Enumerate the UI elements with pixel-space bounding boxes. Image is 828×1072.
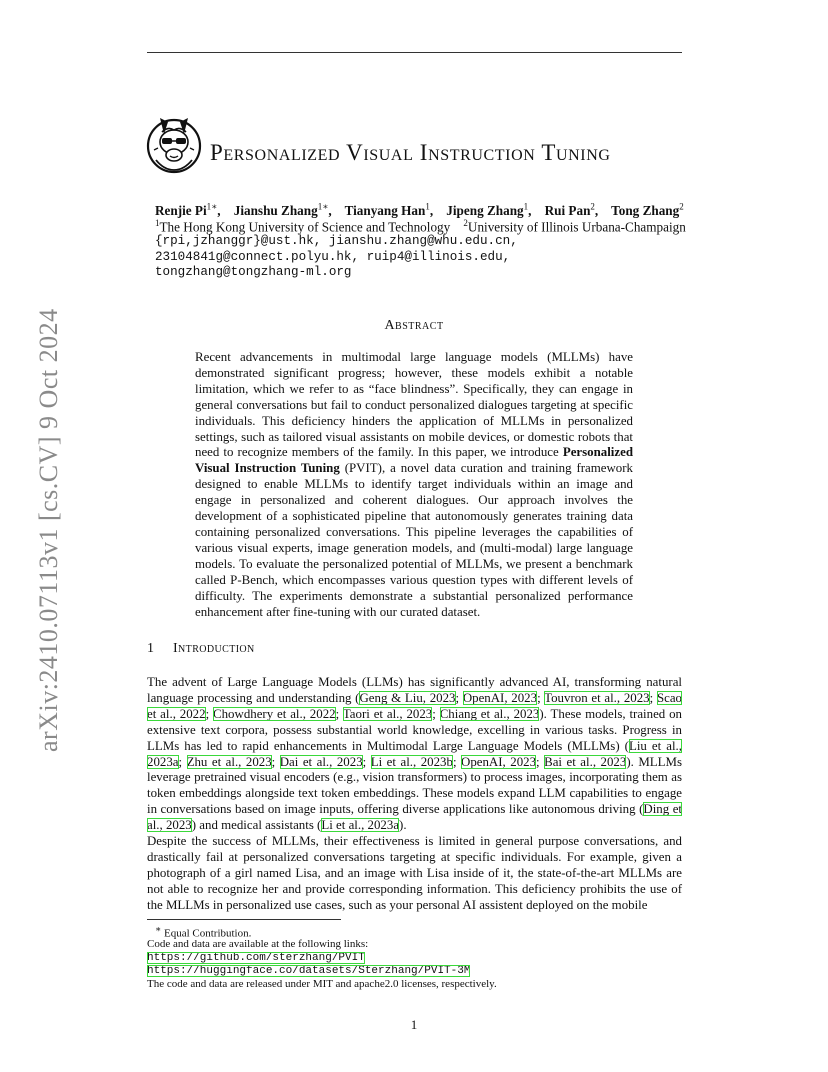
author: Tianyang Han$^1$, <box>344 202 434 219</box>
arxiv-stamp <box>34 292 63 752</box>
citation-link[interactable]: Ding et al., 2023 <box>147 802 683 833</box>
footnote-link-github[interactable]: https://github.com/sterzhang/PVIT <box>147 952 365 964</box>
abstract-body: Recent advancements in multimodal large language models (MLLMs) have demonstrated significant progress; however, these models exhibit a notable limitation, which we refer to as “face blindness”. Specifically, they can engage in general conversations but fail to conduct personalized dialogues targeting at specific individuals. This deficiency hinders the application of MLLMs in personalized settings, such as tailored visual assistants on mobile devices, or domestic robots that need to recognize members of the family. In this paper, we introduce Personalized Visual Instruction Tuning (PVIT), a novel data curation and training framework designed to enable MLLMs to identify target individuals within an image and engage in personalized and coherent dialogues. Our approach involves the development of a sophisticated pipeline that autonomously generates training data containing personalized conversations. This pipeline leverages the capabilities of various visual experts, image generation models, and (multi-modal) large language models. To evaluate the personalized potential of MLLMs, we present a benchmark called P-Bench, which encompasses various question types with different levels of difficulty. The experiments demonstrate a substantial personalized performance enhancement after fine-tuning with our curated dataset. <box>195 350 633 619</box>
header-rule <box>147 52 682 53</box>
intro-paragraph-2: Despite the success of MLLMs, their effectiveness is limited in general purpose conversations, and drastically fail at personalized conversations targeting at specific individuals. For example, given a photograph of a girl named Lisa, and an image with Lisa inside of it, the state-of-the-art MLLMs are not able to recognize her and provide corresponding information. This deficiency prohibits the use of the MLLMs in personalized use cases, such as your personal AI assistent deployed on the mobile <box>147 834 682 912</box>
citation-link[interactable]: Li et al., 2023b <box>370 754 453 769</box>
citation-link[interactable]: Chiang et al., 2023 <box>439 706 540 721</box>
footnote-link-huggingface[interactable]: https://huggingface.co/datasets/Sterzhang/PVIT-3M <box>147 965 471 977</box>
llama-logo <box>146 112 202 174</box>
citation-link[interactable]: Touvron et al., 2023 <box>544 690 650 705</box>
citation-link[interactable]: Liu et al., 2023a <box>147 738 682 769</box>
email-line: tongzhang@tongzhang-ml.org <box>155 265 352 279</box>
author: Jianshu Zhang$^{1∗}$, <box>233 202 332 219</box>
author: Tong Zhang$^2$ <box>611 202 684 219</box>
section-heading: 1 Introduction <box>147 641 255 656</box>
footnote-code-availability: Code and data are available at the following links: <box>147 938 369 950</box>
email-line: 23104841g@connect.polyu.hk, ruip4@illinois.edu, <box>155 250 511 264</box>
citation-link[interactable]: Li et al., 2023a <box>321 818 400 833</box>
page-number: 1 <box>410 1017 418 1032</box>
affiliations: $^1$The Hong Kong University of Science and Technology $^2$University of Illinois Urbana-Champaign <box>155 218 686 235</box>
citation-link[interactable]: Dai et al., 2023 <box>279 754 363 769</box>
author: Rui Pan$^2$, <box>544 202 599 219</box>
abstract-heading: Abstract <box>384 318 444 333</box>
intro-paragraph-1: The advent of Large Language Models (LLMs) has significantly advanced AI, transforming natural language processing and understanding (Geng & Liu, 2023; OpenAI, 2023; Touvron et al., 2023; Scao et al., 2022; Chowdhery et al., 2022; Taori et al., 2023; Chiang et al., 2023). These models, trained on extensive text corpora, possess substantial world knowledge, excelling in various tasks. Progress in LLMs has led to rapid enhancements in Multimodal Large Language Models (MLLMs) (Liu et al., 2023a; Zhu et al., 2023; Dai et al., 2023; Li et al., 2023b; OpenAI, 2023; Bai et al., 2023). MLLMs leverage pretrained visual encoders (e.g., vision transformers) to process images, incorporating them as token embeddings alongside text token embeddings. These models expand LLM capabilities to engage in conversations based on image inputs, offering diverse applications like autonomous driving (Ding et al., 2023) and medical assistants (Li et al., 2023a). <box>147 675 683 833</box>
author-list <box>155 202 684 219</box>
citation-link[interactable]: Chowdhery et al., 2022 <box>213 706 336 721</box>
citation-link[interactable]: Geng & Liu, 2023 <box>359 690 456 705</box>
citation-link[interactable]: Scao et al., 2022 <box>147 690 682 721</box>
author: Renjie $Pi^{1∗}$, <box>155 202 221 219</box>
arxiv-stamp-text: arXiv:2410.07113v1 [cs.CV] 9 Oct 2024 <box>34 308 63 752</box>
footnote-license: The code and data are released under MIT and apache2.0 licenses, respectively. <box>147 978 497 990</box>
citation-link[interactable]: OpenAI, 2023 <box>462 690 538 705</box>
citation-link[interactable]: Taori et al., 2023 <box>342 706 433 721</box>
citation-link[interactable]: Zhu et al., 2023 <box>186 754 272 769</box>
citation-link[interactable]: Bai et al., 2023 <box>544 754 627 769</box>
citation-link[interactable]: OpenAI, 2023 <box>461 754 537 769</box>
footnote-equal-contribution: ∗ Equal Contribution. <box>155 924 252 940</box>
email-line: {rpi,jzhanggr}@ust.hk, jianshu.zhang@whu.edu.cn, <box>155 234 518 248</box>
author: Jipeng Zhang$^1$, <box>446 202 532 219</box>
footnote-rule <box>147 919 341 920</box>
paper-title: Personalized Visual Instruction Tuning <box>210 140 611 165</box>
llama-logo-icon <box>146 112 202 174</box>
